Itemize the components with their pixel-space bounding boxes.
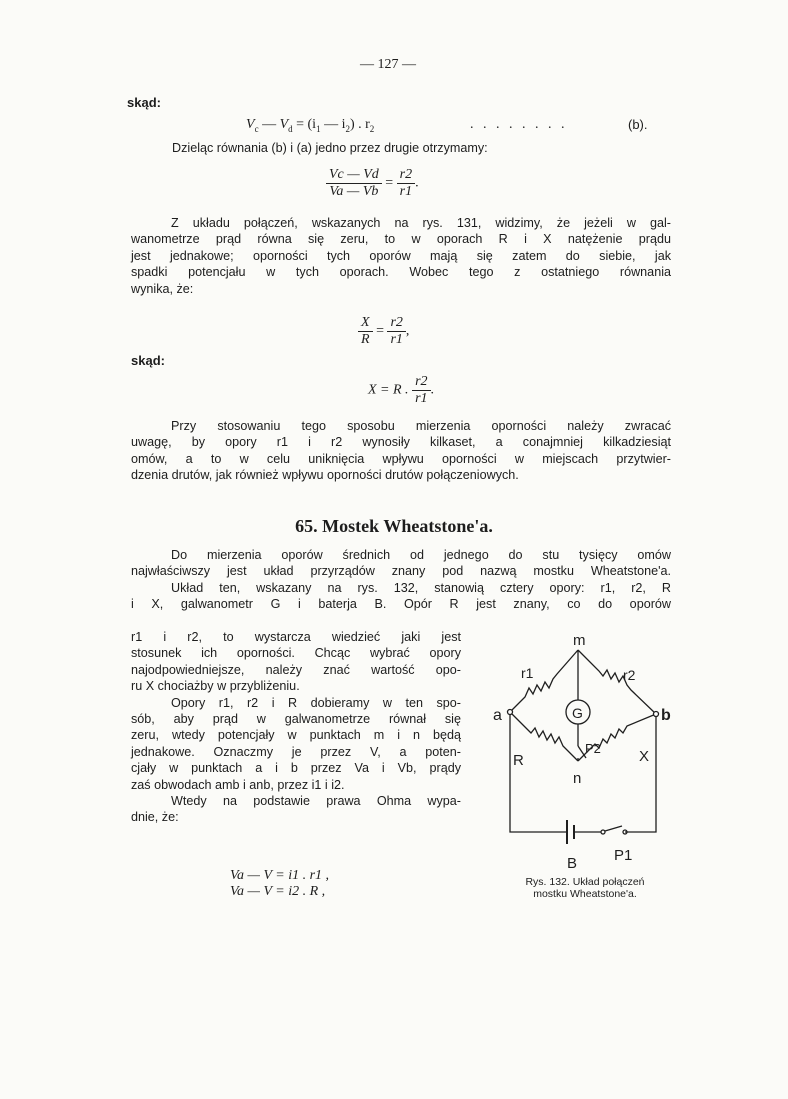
label-G: G bbox=[572, 705, 583, 721]
paragraph-wheatstone-intro bbox=[131, 547, 671, 613]
text-line: zeru, wtedy potencjały w punktach m i n będą bbox=[131, 728, 461, 743]
text-line: i X, galwanometr G i baterja B. Opór R jest znany, co do oporów bbox=[131, 597, 671, 612]
label-skad-1: skąd: bbox=[127, 95, 161, 110]
label-X: X bbox=[639, 748, 650, 765]
text-line: zaś obwodach amb i anb, przez i1 i i2. bbox=[131, 777, 345, 792]
label-R: R bbox=[513, 752, 524, 769]
caption-line: mostku Wheatstone'a. bbox=[533, 888, 637, 900]
label-B: B bbox=[567, 855, 578, 872]
equation-b-tag: (b). bbox=[628, 117, 648, 132]
text-line: stosunek ich oporności. Chcąc wybrać opory bbox=[131, 646, 461, 661]
paragraph-resistance-note bbox=[131, 418, 671, 484]
text-line: wynika, że: bbox=[131, 281, 194, 296]
text-line: ru X chociażby w przybliżeniu. bbox=[131, 679, 300, 694]
text-line: Z układu połączeń, wskazanych na rys. 131, widzimy, że jeżeli w gal- bbox=[171, 216, 671, 230]
text-line: uwagę, by opory r1 i r2 wynosiły kilkaset, a conajmniej kilkadziesiąt bbox=[131, 435, 671, 450]
text-line: sób, aby prąd w galwanometrze równał się bbox=[131, 712, 461, 727]
label-m: m bbox=[573, 632, 586, 649]
text-line: Opory r1, r2 i R dobieramy w ten spo- bbox=[171, 695, 461, 710]
label-r1: r1 bbox=[521, 665, 534, 681]
text-line: omów, a to w celu uniknięcia wpływu oporności w miejscach przytwier- bbox=[131, 451, 671, 466]
wheatstone-bridge-diagram bbox=[485, 630, 695, 875]
text-line: dzenia drutów, jak również wpływu oporności drutów połączeniowych. bbox=[131, 468, 519, 483]
text-line: jednakowe. Oznaczmy je przez V, a poten- bbox=[131, 744, 461, 759]
label-r2: r2 bbox=[623, 667, 636, 683]
equation-x: X = R . $\frac{r2}{r1}$ . bbox=[368, 374, 435, 406]
label-b: b bbox=[661, 707, 671, 724]
battery-loop-left bbox=[510, 712, 567, 832]
text-line: Wtedy na podstawie prawa Ohma wypa- bbox=[171, 794, 461, 809]
equation-ratio-1: $\frac{Vc — Vd}{Va — Vb}$ = $\frac{r2}{r1}$ . bbox=[326, 167, 419, 200]
caption-line: Rys. 132. Układ połączeń bbox=[525, 876, 645, 888]
label-p1: P1 bbox=[614, 847, 633, 864]
section-heading: 65. Mostek Wheatstone'a. bbox=[295, 516, 493, 536]
paragraph-left-column bbox=[131, 629, 461, 826]
key-p1-contact bbox=[601, 830, 605, 834]
page-number: — 127 — bbox=[360, 57, 416, 72]
sentence-dividing: Dzieląc równania (b) i (a) jedno przez drugie otrzymamy: bbox=[172, 141, 488, 155]
text-line: jest jednakowe; oporności tych oporów mają się zatem do siebie, jak bbox=[131, 248, 671, 263]
figure-caption bbox=[485, 876, 685, 900]
battery-loop-right bbox=[625, 714, 656, 832]
text-line: cjały w punktach a i b przez Va i Vb, prądy bbox=[131, 761, 461, 776]
equation-ratio-2: $\frac{X}{R}$ = $\frac{r2}{r1}$ , bbox=[358, 315, 409, 348]
resistor-r2 bbox=[578, 650, 656, 714]
text-line: najodpowiedniejsze, należy znać wartość opo- bbox=[131, 662, 461, 677]
equation-b-leader-dots: . . . . . . . . bbox=[470, 117, 568, 132]
equation-b: $V_c$ — $V_d = (i_1$ — $i_2$) . $r_2$ bbox=[246, 117, 375, 134]
text-line: Przy stosowaniu tego sposobu mierzenia oporności należy zwracać bbox=[171, 419, 671, 433]
text-line: dnie, że: bbox=[131, 810, 179, 825]
text-line: wanometrze prąd równa się zeru, to w oporach R i X natężenie prądu bbox=[131, 232, 671, 247]
text-line: najwłaściwszy jest układ przyrządów znany pod nazwą mostku Wheatstone'a. bbox=[131, 564, 671, 579]
paragraph-galvanometer-zero bbox=[131, 215, 671, 297]
text-line: Do mierzenia oporów średnich od jednego do stu tysięcy omów bbox=[171, 548, 671, 562]
label-n: n bbox=[573, 770, 582, 787]
equation-ohm-1: Va — V = i1 . r1 , bbox=[230, 868, 330, 883]
key-p1 bbox=[605, 826, 622, 831]
text-line: spadki potencjału w tych oporach. Wobec tego z ostatniego równania bbox=[131, 265, 671, 280]
text-line: Układ ten, wskazany na rys. 132, stanowią cztery opory: r1, r2, R bbox=[171, 580, 671, 595]
resistor-r1 bbox=[510, 650, 578, 712]
text-line: r1 i r2, to wystarcza wiedzieć jaki jest bbox=[131, 630, 461, 644]
label-a: a bbox=[493, 707, 502, 724]
equation-ohm-2: Va — V = i2 . R , bbox=[230, 884, 326, 899]
label-p2: P2 bbox=[585, 741, 601, 756]
label-skad-2: skąd: bbox=[131, 353, 165, 368]
